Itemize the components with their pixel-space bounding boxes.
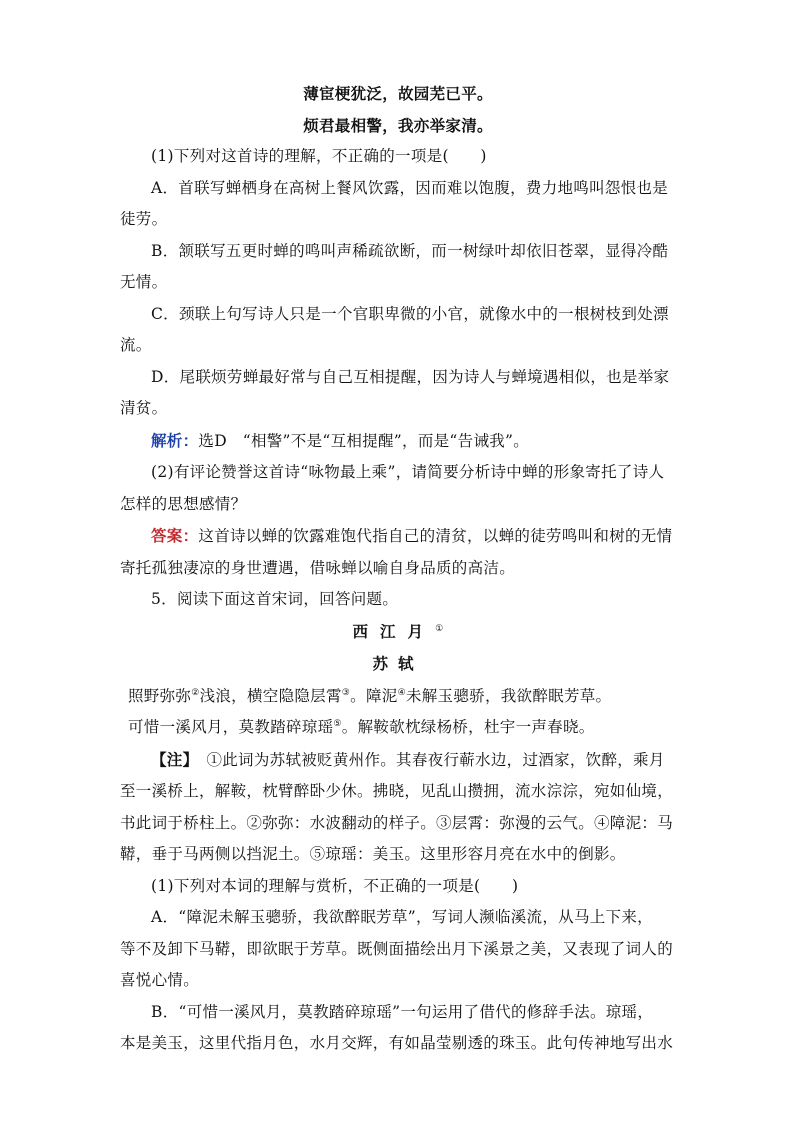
footnote-mark: ⑤ (333, 718, 342, 729)
verse-text: 照野弥弥 (128, 686, 192, 705)
option-a: A．首联写蝉栖身在高树上餐风饮露，因而难以饱腹，费力地鸣叫怨恨也是 (151, 178, 669, 197)
option-c-cont: 流。 (120, 336, 152, 354)
poem-title-text: 西江月 (352, 621, 436, 641)
note-cont: 至一溪桥上，解鞍，枕臂醉卧少休。拂晓，见乱山攒拥，流水淙淙，宛如仙境， (120, 782, 674, 800)
verse-text: 。解鞍欹枕绿杨桥，杜宇一声春晓。 (341, 718, 595, 736)
answer-text: 这首诗以蝉的饮露难饱代指自己的清贫，以蝉的徒劳鸣叫和树的无情 (198, 527, 673, 545)
option-d: D．尾联烦劳蝉最好常与自己互相提醒，因为诗人与蝉境遇相似，也是举家 (151, 367, 670, 386)
verse-1 (120, 681, 676, 713)
answer-label: 答案： (151, 526, 199, 545)
option-a-cont: 等不及卸下马鞯，即欲眠于芳草。既侧面描绘出月下溪景之美，又表现了词人的 (120, 939, 674, 958)
verse-text: 。障泥 (350, 686, 398, 705)
analysis-label: 解析： (151, 430, 199, 450)
poem-line: 烦君最相警，我亦举家清。 (303, 115, 493, 135)
note-text: ①此词为苏轼被贬黄州作。其春夜行蕲水边，过酒家，饮醉，乘月 (190, 750, 665, 769)
option-c: C．颈联上句写诗人只是一个官职卑微的小官，就像水中的一根树枝到处漂 (151, 304, 669, 323)
question-2-cont: 怎样的思想感情？ (120, 494, 247, 513)
footnote-mark: ③ (341, 687, 351, 698)
verse-text: 未解玉骢骄，我欲醉眠芳草。 (405, 686, 612, 705)
document-page (120, 78, 676, 1060)
question-2: (2)有评论赞誉这首诗“咏物最上乘”，请简要分析诗中蝉的形象寄托了诗人 (151, 463, 665, 481)
answer-cont: 寄托孤独凄凉的身世遭遇，借咏蝉以喻自身品质的高洁。 (120, 558, 516, 577)
verse-2 (120, 712, 676, 744)
note-label: 【注】 (151, 749, 191, 769)
poem-author (120, 648, 676, 681)
question-5-1: (1)下列对本词的理解与赏析，不正确的一项是( ) (151, 876, 519, 895)
option-a-cont: 徒劳。 (120, 210, 168, 228)
option-d-cont: 清贫。 (120, 399, 168, 417)
note (120, 744, 676, 777)
option-a-cont: 喜悦心情。 (120, 971, 200, 989)
option-b-cont: 无情。 (120, 273, 168, 291)
option-b-cont: 本是美玉，这里代指月色，水月交辉，有如晶莹剔透的珠玉。此句传神地写出水 (120, 1034, 674, 1052)
note-cont: 鞯，垂于马两侧以挡泥土。⑤琼瑶：美玉。这里形容月亮在水中的倒影。 (120, 845, 626, 863)
question-5-intro: 5．阅读下面这首宋词，回答问题。 (151, 590, 399, 608)
option-b: B．“可惜一溪风月，莫教踏碎琼瑶”一句运用了借代的修辞手法。琼瑶， (151, 1002, 654, 1021)
verse-text: 可惜一溪风月，莫教踏碎琼瑶 (128, 718, 334, 736)
poem-line: 薄宦梗犹泛，故园芜已平。 (303, 84, 493, 103)
question-1: (1)下列对这首诗的理解，不正确的一项是( ) (151, 147, 487, 165)
poem-title (120, 616, 676, 649)
option-b: B．颔联写五更时蝉的鸣叫声稀疏欲断，而一树绿叶却依旧苍翠，显得冷酷 (151, 241, 669, 260)
note-cont: 书此词于桥柱上。②弥弥：水波翻动的样子。③层霄：弥漫的云气。④障泥：马 (120, 813, 674, 832)
verse-text: 浅浪，横空隐隐层霄 (199, 686, 342, 705)
poem-author-text: 苏轼 (372, 654, 424, 673)
footnote-mark: ② (191, 687, 200, 698)
answer (120, 520, 676, 553)
analysis (120, 425, 676, 458)
footnote-mark: ① (435, 623, 444, 634)
option-a: A．“障泥未解玉骢骄，我欲醉眠芳草”，写词人濒临溪流，从马上下来， (151, 908, 653, 926)
footnote-mark: ④ (397, 687, 406, 698)
analysis-text: 选D “相警”不是“互相提醒”，而是“告诫我”。 (198, 431, 530, 450)
